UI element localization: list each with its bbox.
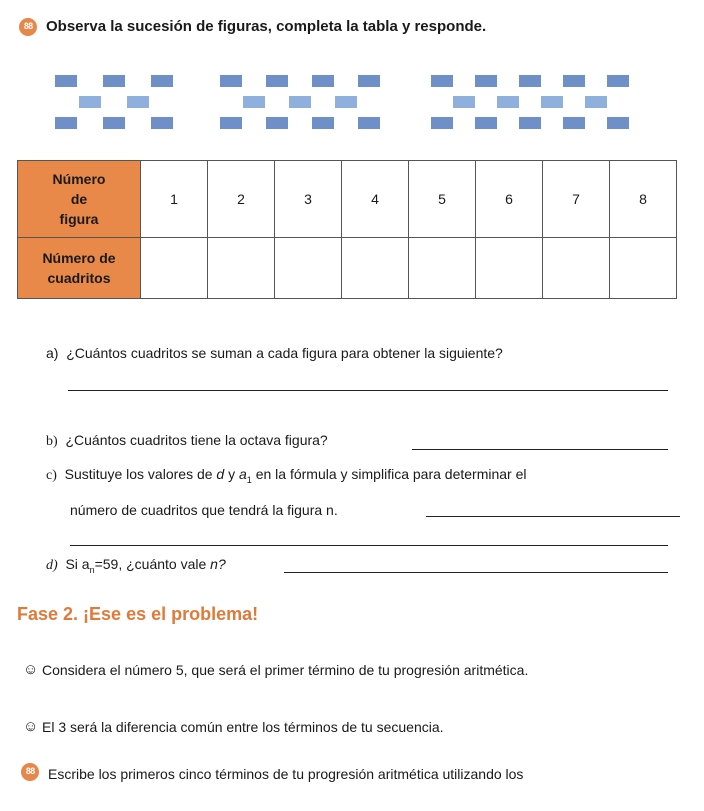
phase-item-1: Considera el número 5, que será el primer término de tu progresión aritmética. bbox=[42, 662, 529, 678]
phase-title: Fase 2. ¡Ese es el problema! bbox=[17, 604, 259, 624]
figure-number-cell: 3 bbox=[275, 161, 342, 238]
square-count-cell[interactable] bbox=[275, 238, 342, 299]
question-a-label: a) bbox=[46, 345, 59, 361]
answer-line-d[interactable] bbox=[284, 572, 668, 573]
figure-number-cell: 8 bbox=[610, 161, 677, 238]
question-b bbox=[46, 432, 328, 450]
figure-number-cell: 1 bbox=[141, 161, 208, 238]
page-title: Observa la sucesión de figuras, completa la tabla y responde. bbox=[46, 18, 487, 35]
activity-icon: 88 bbox=[19, 18, 37, 36]
smiley-icon: ☺ bbox=[23, 661, 39, 678]
smiley-icon: ☺ bbox=[23, 718, 39, 735]
row-header-square-count: Número de cuadritos bbox=[18, 238, 141, 299]
answer-line-c2[interactable] bbox=[70, 545, 668, 546]
answer-line-c1[interactable] bbox=[426, 516, 680, 517]
figure-number-cell: 4 bbox=[342, 161, 409, 238]
answer-line-a[interactable] bbox=[68, 390, 668, 391]
row-header-figure-number: Número de figura bbox=[18, 161, 141, 238]
figure-number-cell: 7 bbox=[543, 161, 610, 238]
question-b-label: b) bbox=[46, 434, 58, 449]
sequence-table bbox=[17, 160, 677, 299]
question-d: d) Si $a_n=59$, ¿cuánto vale n? bbox=[46, 556, 226, 575]
square-count-cell[interactable] bbox=[208, 238, 275, 299]
figure-number-cell: 6 bbox=[476, 161, 543, 238]
table-row-figure-number bbox=[18, 161, 677, 238]
square-count-cell[interactable] bbox=[342, 238, 409, 299]
phase-item-3: Escribe los primeros cinco términos de tu progresión aritmética utilizando los bbox=[48, 766, 524, 782]
answer-line-b[interactable] bbox=[412, 449, 668, 450]
square-count-cell[interactable] bbox=[543, 238, 610, 299]
question-d-label: d) bbox=[46, 558, 58, 573]
question-b-text: ¿Cuántos cuadritos tiene la octava figura? bbox=[65, 432, 328, 448]
square-count-cell[interactable] bbox=[141, 238, 208, 299]
question-c-continued: número de cuadritos que tendrá la figura n. bbox=[70, 502, 338, 518]
figure-number-cell: 5 bbox=[409, 161, 476, 238]
square-count-cell[interactable] bbox=[476, 238, 543, 299]
square-count-cell[interactable] bbox=[610, 238, 677, 299]
question-c-label: c) bbox=[46, 468, 57, 483]
square-count-cell[interactable] bbox=[409, 238, 476, 299]
table-row-square-count bbox=[18, 238, 677, 299]
question-a-text: ¿Cuántos cuadritos se suman a cada figura para obtener la siguiente? bbox=[66, 345, 503, 361]
question-a bbox=[46, 345, 503, 361]
question-c: c) Sustituye los valores de d y $a_1$ en la fórmula y simplifica para determinar el bbox=[46, 466, 527, 485]
phase-item-2: El 3 será la diferencia común entre los términos de tu secuencia. bbox=[42, 719, 444, 735]
activity-icon: 88 bbox=[21, 763, 39, 781]
figure-number-cell: 2 bbox=[208, 161, 275, 238]
